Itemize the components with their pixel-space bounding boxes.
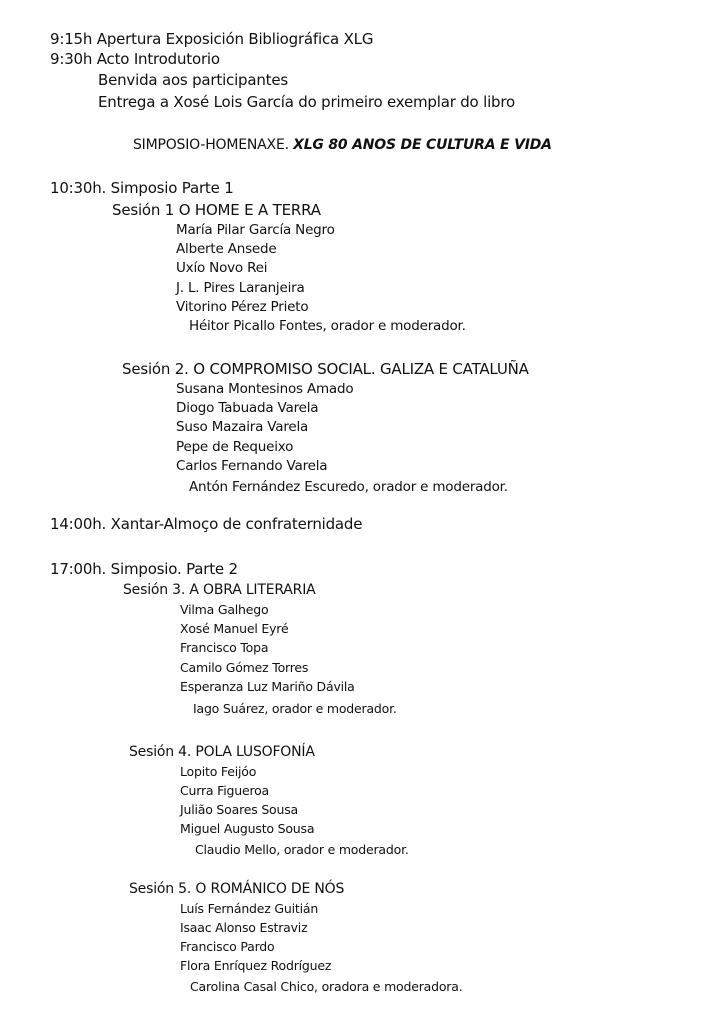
session1-speaker: Alberte Ansede	[176, 241, 277, 257]
session5-speaker: Luís Fernández Guitián	[180, 901, 319, 916]
session2-speaker: Suso Mazaira Varela	[176, 419, 309, 435]
session5-speaker: Flora Enríquez Rodríguez	[180, 958, 332, 973]
session4-speaker: Julião Soares Sousa	[180, 802, 298, 817]
session1-speaker: Uxío Novo Rei	[176, 260, 268, 276]
session5-moderator: Carolina Casal Chico, oradora e moderadora.	[190, 979, 463, 994]
session3-speaker: Vilma Galhego	[180, 602, 269, 617]
session5-speaker: Isaac Alonso Estraviz	[180, 920, 308, 935]
delivery-line: Entrega a Xosé Lois García do primeiro exemplar do libro	[98, 93, 515, 111]
session1-speaker: J. L. Pires Laranjeira	[176, 280, 305, 296]
session5-speaker: Francisco Pardo	[180, 939, 275, 954]
session4-speaker: Miguel Augusto Sousa	[180, 821, 315, 836]
session1-speaker: Vitorino Pérez Prieto	[176, 299, 309, 315]
lunch-line: 14:00h. Xantar-Almoço de confraternidade	[50, 515, 363, 533]
session5-title: Sesión 5. O ROMÁNICO DE NÓS	[129, 881, 345, 897]
part1-heading: 10:30h. Simposio Parte 1	[50, 179, 234, 197]
session2-speaker: Pepe de Requeixo	[176, 439, 294, 455]
symposium-title-emphasis: XLG 80 ANOS DE CULTURA E VIDA	[293, 137, 552, 153]
session4-speaker: Lopito Feijóo	[180, 764, 257, 779]
session2-moderator: Antón Fernández Escuredo, orador e moderador.	[189, 479, 508, 495]
session3-title: Sesión 3. A OBRA LITERARIA	[123, 582, 316, 598]
session2-speaker: Diogo Tabuada Varela	[176, 400, 319, 416]
session3-speaker: Francisco Topa	[180, 640, 269, 655]
session2-speaker: Susana Montesinos Amado	[176, 381, 354, 397]
session3-moderator: Iago Suárez, orador e moderador.	[193, 701, 397, 716]
session4-speaker: Curra Figueroa	[180, 783, 270, 798]
session3-speaker: Xosé Manuel Eyré	[180, 621, 289, 636]
symposium-title	[133, 138, 552, 152]
session1-moderator: Héitor Picallo Fontes, orador e moderador.	[189, 318, 466, 334]
session1-title: Sesión 1 O HOME E A TERRA	[112, 201, 321, 219]
opening-line: 9:15h Apertura Exposición Bibliográfica XLG	[50, 30, 374, 48]
symposium-title-prefix: SIMPOSIO-HOMENAXE.	[133, 137, 294, 153]
part2-heading: 17:00h. Simposio. Parte 2	[50, 560, 238, 578]
session3-speaker: Esperanza Luz Mariño Dávila	[180, 679, 355, 694]
session2-title: Sesión 2. O COMPROMISO SOCIAL. GALIZA E CATALUÑA	[122, 360, 529, 378]
session4-moderator: Claudio Mello, orador e moderador.	[195, 842, 409, 857]
session4-title: Sesión 4. POLA LUSOFONÍA	[129, 744, 315, 760]
session2-speaker: Carlos Fernando Varela	[176, 458, 328, 474]
welcome-line: Benvida aos participantes	[98, 71, 288, 89]
intro-line: 9:30h Acto Introdutorio	[50, 50, 220, 68]
session1-speaker: María Pilar García Negro	[176, 222, 335, 238]
session3-speaker: Camilo Gómez Torres	[180, 660, 309, 675]
